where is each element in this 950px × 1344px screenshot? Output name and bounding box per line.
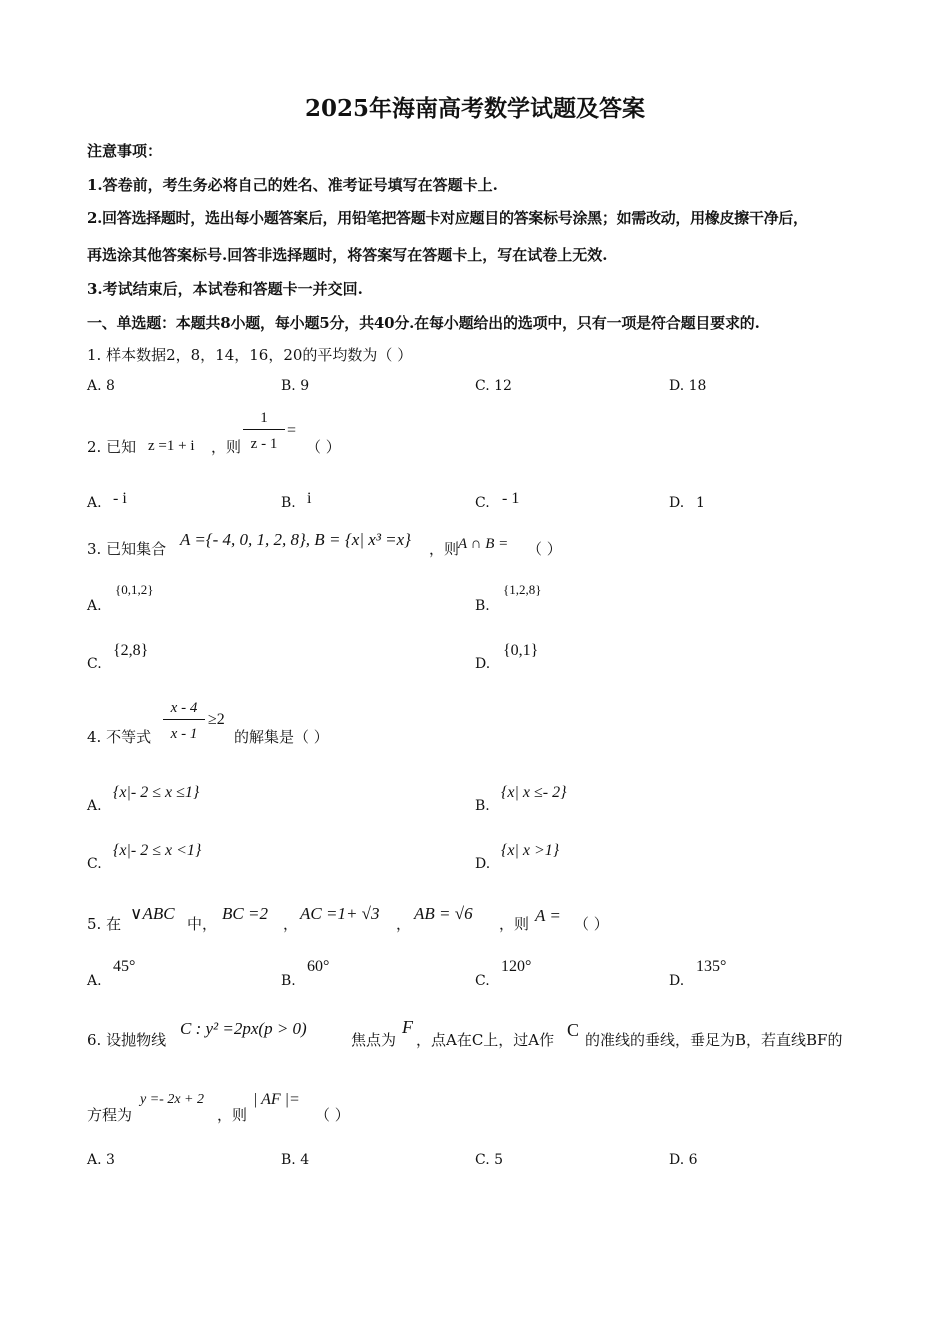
question-2-z: z =1 + i [148, 438, 195, 454]
question-2-equals: = [287, 422, 297, 439]
question-5-zhong: 中， [187, 915, 218, 933]
question-2-option-b-label: B. [281, 495, 296, 511]
question-3-option-b-label: B. [475, 598, 490, 614]
question-2-option-c-label: C. [475, 495, 490, 511]
question-3-option-a-value: {0,1,2} [115, 582, 154, 597]
question-3-post: ，则 [429, 540, 460, 558]
question-5-ab: AB = √6 [414, 904, 473, 923]
page-title: 2025年海南高考数学试题及答案 [304, 95, 645, 122]
question-4-fraction-denominator: x - 1 [170, 726, 198, 742]
question-4-option-b-value: {x| x ≤- 2} [501, 784, 567, 801]
question-2-option-b-value: i [307, 490, 312, 507]
question-6-c: C [567, 1020, 580, 1040]
question-5-ze: ，则 [499, 915, 530, 933]
question-4-pre: 4. 不等式 [87, 728, 152, 746]
question-1-option-b: B. 9 [281, 378, 310, 394]
question-3-intersection: A ∩ B = [458, 536, 509, 552]
question-2-mid: ，则 [211, 438, 242, 456]
question-5-option-d-value: 135° [696, 958, 727, 975]
question-3-option-d-label: D. [475, 656, 491, 672]
notice-item-2a: 2.回答选择题时，选出每小题答案后，用铅笔把答题卡对应题目的答案标号涂黑；如需改动，用橡皮擦干净后， [87, 209, 808, 227]
question-2-paren: （ ） [306, 438, 341, 456]
question-2-option-d-label: D. [669, 495, 685, 511]
question-1-option-a: A. 8 [87, 378, 115, 394]
question-5-comma-1: ， [283, 915, 299, 933]
question-6-f: F [402, 1017, 413, 1037]
section-heading: 一、单选题：本题共8小题，每小题5分，共40分.在每小题给出的选项中，只有一项是符合题目要求的. [87, 314, 760, 332]
question-4-option-c-label: C. [87, 856, 102, 872]
question-3-set-a: A ={- 4, 0, 1, 2, 8}, B = [180, 530, 341, 549]
question-5-option-c-value: 120° [501, 958, 532, 975]
question-2-fraction-denominator: z - 1 [250, 436, 278, 452]
question-6-line2-pre: 方程为 [87, 1106, 133, 1124]
question-6-ze: ，则 [217, 1106, 248, 1124]
question-5-option-b-label: B. [281, 973, 296, 989]
question-2-option-c-value: - 1 [502, 490, 520, 507]
question-4-post: 的解集是（ ） [234, 728, 329, 746]
question-4-option-a-value: {x|- 2 ≤ x ≤1} [113, 784, 200, 801]
question-5-paren: （ ） [574, 915, 609, 933]
question-4-option-d-label: D. [475, 856, 491, 872]
question-3-paren: （ ） [527, 540, 562, 558]
notice-item-2b: 再选涂其他答案标号.回答非选择题时，将答案写在答题卡上，写在试卷上无效. [87, 246, 608, 264]
question-2-option-a-label: A. [87, 495, 102, 511]
question-2-pre: 2. 已知 [87, 438, 137, 456]
question-5-option-a-value: 45° [113, 958, 136, 975]
question-5-option-b-value: 60° [307, 958, 330, 975]
question-5-bc: BC =2 [222, 904, 268, 923]
question-4-option-d-value: {x| x >1} [501, 842, 560, 859]
question-6-pre: 6. 设抛物线 [87, 1031, 167, 1049]
question-6-rest-2: 的准线的垂线，垂足为B，若直线BF的 [585, 1031, 843, 1049]
question-4-ge: ≥2 [208, 711, 225, 728]
notice-item-1: 1.答卷前，考生务必将自己的姓名、准考证号填写在答题卡上. [87, 176, 498, 194]
question-6-rest-1: ，点A在C上，过A作 [416, 1031, 555, 1049]
question-6-line-equation: y =- 2x + 2 [140, 1092, 204, 1107]
question-5-a-equals: A = [535, 906, 561, 925]
question-6-option-a: A. 3 [87, 1152, 115, 1168]
question-6-paren: （ ） [315, 1106, 350, 1124]
question-3-option-c-value: {2,8} [113, 642, 149, 659]
question-5-option-c-label: C. [475, 973, 490, 989]
notice-heading: 注意事项： [87, 142, 163, 160]
notice-item-3: 3.考试结束后，本试卷和答题卡一并交回. [87, 280, 363, 298]
question-4-fraction-numerator: x - 4 [163, 700, 205, 720]
question-5-triangle: ∨ABC [130, 904, 175, 923]
question-3-option-a-label: A. [87, 598, 102, 614]
question-1-option-c: C. 12 [475, 378, 512, 394]
question-2-fraction-numerator: 1 [243, 410, 285, 430]
question-2-option-a-value: - i [113, 490, 127, 507]
question-6-option-b: B. 4 [281, 1152, 310, 1168]
question-4-option-a-label: A. [87, 798, 102, 814]
question-6-parabola-equation: C : y² =2px(p > 0) [180, 1019, 307, 1038]
question-3-pre: 3. 已知集合 [87, 540, 167, 558]
question-3-option-c-label: C. [87, 656, 102, 672]
question-5-option-a-label: A. [87, 973, 102, 989]
question-6-af: | AF |= [253, 1091, 300, 1108]
question-4-option-b-label: B. [475, 798, 490, 814]
question-3-option-b-value: {1,2,8} [503, 582, 542, 597]
question-3-set-b: {x| x³ =x} [345, 530, 411, 549]
question-2-option-d-value: 1 [696, 495, 705, 511]
question-6-option-c: C. 5 [475, 1152, 504, 1168]
question-5-pre: 5. 在 [87, 915, 122, 933]
question-5-comma-2: ， [396, 915, 412, 933]
question-5-option-d-label: D. [669, 973, 685, 989]
question-5-ac: AC =1+ √3 [300, 904, 380, 923]
question-1-option-d: D. 18 [669, 378, 707, 394]
question-1-stem: 1. 样本数据2，8，14，16，20的平均数为（ ） [87, 346, 413, 364]
question-6-focus-text: 焦点为 [351, 1031, 397, 1049]
question-4-option-c-value: {x|- 2 ≤ x <1} [113, 842, 202, 859]
question-3-option-d-value: {0,1} [503, 642, 539, 659]
question-6-option-d: D. 6 [669, 1152, 698, 1168]
